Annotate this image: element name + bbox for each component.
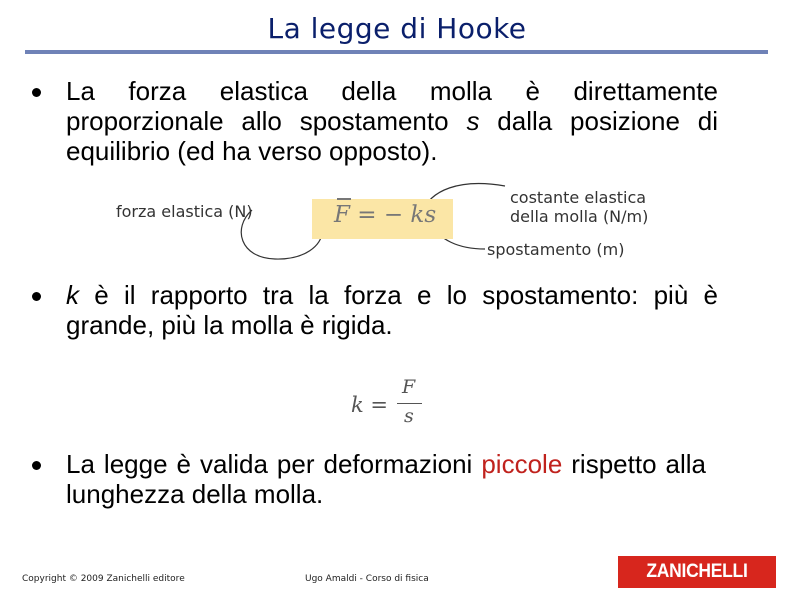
logo-text: ZANICHELLI	[646, 561, 748, 582]
slide-title: La legge di Hooke	[267, 12, 527, 45]
label-constant-line2: della molla (N/m)	[510, 207, 649, 226]
footer-book: Ugo Amaldi - Corso di fisica	[305, 574, 429, 584]
vector-arrow	[337, 198, 351, 200]
variable-k: k	[66, 280, 79, 310]
publisher-logo	[618, 556, 776, 588]
bullet-1-text-end: dalla posizione di equilibrio (ed ha verso opposto).	[66, 106, 718, 166]
hooke-formula: F = − ks	[334, 202, 437, 228]
bullet-dot	[32, 292, 41, 301]
footer-copyright: Copyright © 2009 Zanichelli editore	[22, 574, 185, 584]
bullet-3-text-end: rispetto alla lunghezza della molla.	[66, 449, 707, 509]
variable-s: s	[466, 106, 480, 136]
formula-k-lhs: k =	[351, 393, 388, 417]
bullet-2-text	[66, 280, 718, 340]
bullet-1-text-part: La forza elastica della molla è direttamente proporzionale allo spostamento	[66, 76, 718, 136]
highlight-word: piccole	[481, 449, 563, 479]
label-force: forza elastica (N)	[116, 202, 253, 221]
bullet-3-text-part: La legge è valida per deformazioni	[66, 449, 482, 479]
formula-k-numerator: F	[402, 376, 416, 398]
label-constant-line1: costante elastica	[510, 188, 647, 207]
bullet-2-text-part: è il rapporto tra la forza e lo spostamento: più è grande, più la molla è rigida.	[66, 280, 718, 340]
bullet-dot	[32, 461, 41, 470]
fraction-bar	[397, 403, 422, 404]
formula-k-denominator: s	[404, 405, 414, 427]
label-displacement: spostamento (m)	[487, 240, 625, 259]
bullet-3-text	[66, 449, 706, 509]
